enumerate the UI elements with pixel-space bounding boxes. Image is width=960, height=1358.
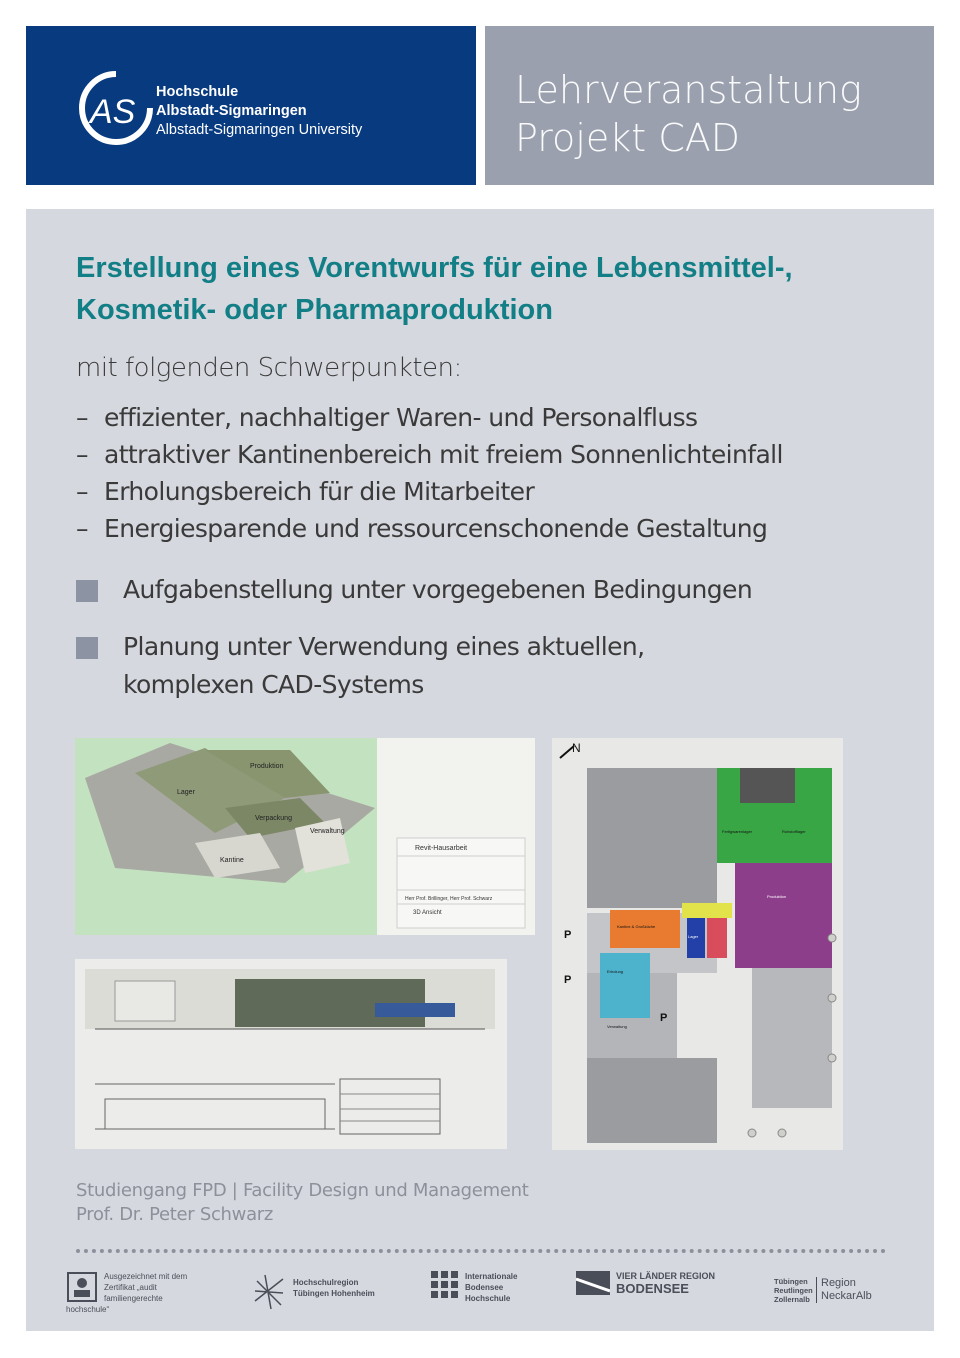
- iso-label: Verwaltung: [310, 828, 345, 835]
- square-bullet-icon: [76, 637, 98, 659]
- course-header: [485, 26, 934, 185]
- list-item: – Energiesparende und ressourcenschonende Gestaltung: [76, 510, 783, 547]
- partner-hochschulregion: Hochschulregion Tübingen Hohenheim: [251, 1271, 381, 1321]
- dotted-divider: [76, 1249, 886, 1253]
- plan-label: Produktion: [767, 894, 787, 899]
- plan-label: Fertigwarenlager: [722, 829, 753, 834]
- plan-label: Erholung: [607, 969, 624, 974]
- university-name: Hochschule Albstadt-Sigmaringen Albstadt-Sigmaringen University: [156, 84, 363, 138]
- plan-label: Kantine & Großküche: [617, 924, 656, 929]
- university-header: [26, 26, 476, 185]
- partner-bodensee: VIER LÄNDER REGION BODENSEE: [576, 1271, 726, 1321]
- bodensee-icon: [576, 1271, 610, 1295]
- partner-neckaralb: Tübingen Reutlingen Zollernalb Region NeckarAlb: [774, 1271, 894, 1321]
- page-title: Erstellung eines Vorentwurfs für eine Lebensmittel-, Kosmetik- oder Pharmaproduktion: [76, 252, 793, 326]
- intro-text: mit folgenden Schwerpunkten:: [76, 353, 462, 383]
- partner-audit: Ausgezeichnet mit dem Zertifikat „audit familiengerechte hochschule“: [66, 1272, 188, 1314]
- plan-label: Verwaltung: [607, 1024, 627, 1029]
- plan-label: Rohstofflager: [782, 829, 806, 834]
- elevation-drawing-image: [75, 959, 507, 1149]
- iso-label: Kantine: [220, 857, 244, 864]
- feature-item-cad: Planung unter Verwendung eines aktuellen, komplexen CAD-Systems: [76, 628, 644, 704]
- iso-label: 3D Ansicht: [413, 910, 442, 916]
- focus-list: [76, 399, 783, 547]
- feature-item-task: Aufgabenstellung unter vorgegebenen Bedingungen: [76, 571, 752, 609]
- site-plan-image: [552, 738, 843, 1150]
- iso-label: Herr Prof. Brillinger, Herr Prof. Schwarz: [405, 896, 493, 902]
- isometric-3d-view-image: [75, 738, 535, 935]
- parking-label: P: [564, 974, 572, 986]
- family-audit-icon: [66, 1271, 98, 1303]
- list-item: – Erholungsbereich für die Mitarbeiter: [76, 473, 783, 510]
- parking-label: P: [660, 1012, 668, 1024]
- iso-label: Verpackung: [255, 815, 292, 822]
- list-item: – effizienter, nachhaltiger Waren- und Personalfluss: [76, 399, 783, 436]
- network-icon: [251, 1271, 287, 1311]
- iso-label: Revit-Hausarbeit: [415, 845, 468, 852]
- university-logo-icon: [76, 68, 156, 148]
- partner-ibh: Internationale Bodensee Hochschule: [431, 1271, 541, 1321]
- course-title: Lehrveranstaltung Projekt CAD: [515, 68, 862, 160]
- north-arrow-icon: N: [572, 741, 581, 755]
- svg-text:AS: AS: [90, 93, 136, 131]
- parking-label: P: [564, 929, 572, 941]
- list-item: – attraktiver Kantinenbereich mit freiem Sonnenlichteinfall: [76, 436, 783, 473]
- content-panel: [26, 209, 934, 1331]
- plan-label: Lager: [688, 934, 699, 939]
- iso-label: Lager: [177, 789, 195, 796]
- study-program-info: Studiengang FPD | Facility Design und Management Prof. Dr. Peter Schwarz: [76, 1180, 529, 1225]
- grid-icon: [431, 1271, 459, 1299]
- partner-logos: [66, 1271, 896, 1321]
- iso-label: Produktion: [250, 763, 284, 770]
- square-bullet-icon: [76, 580, 98, 602]
